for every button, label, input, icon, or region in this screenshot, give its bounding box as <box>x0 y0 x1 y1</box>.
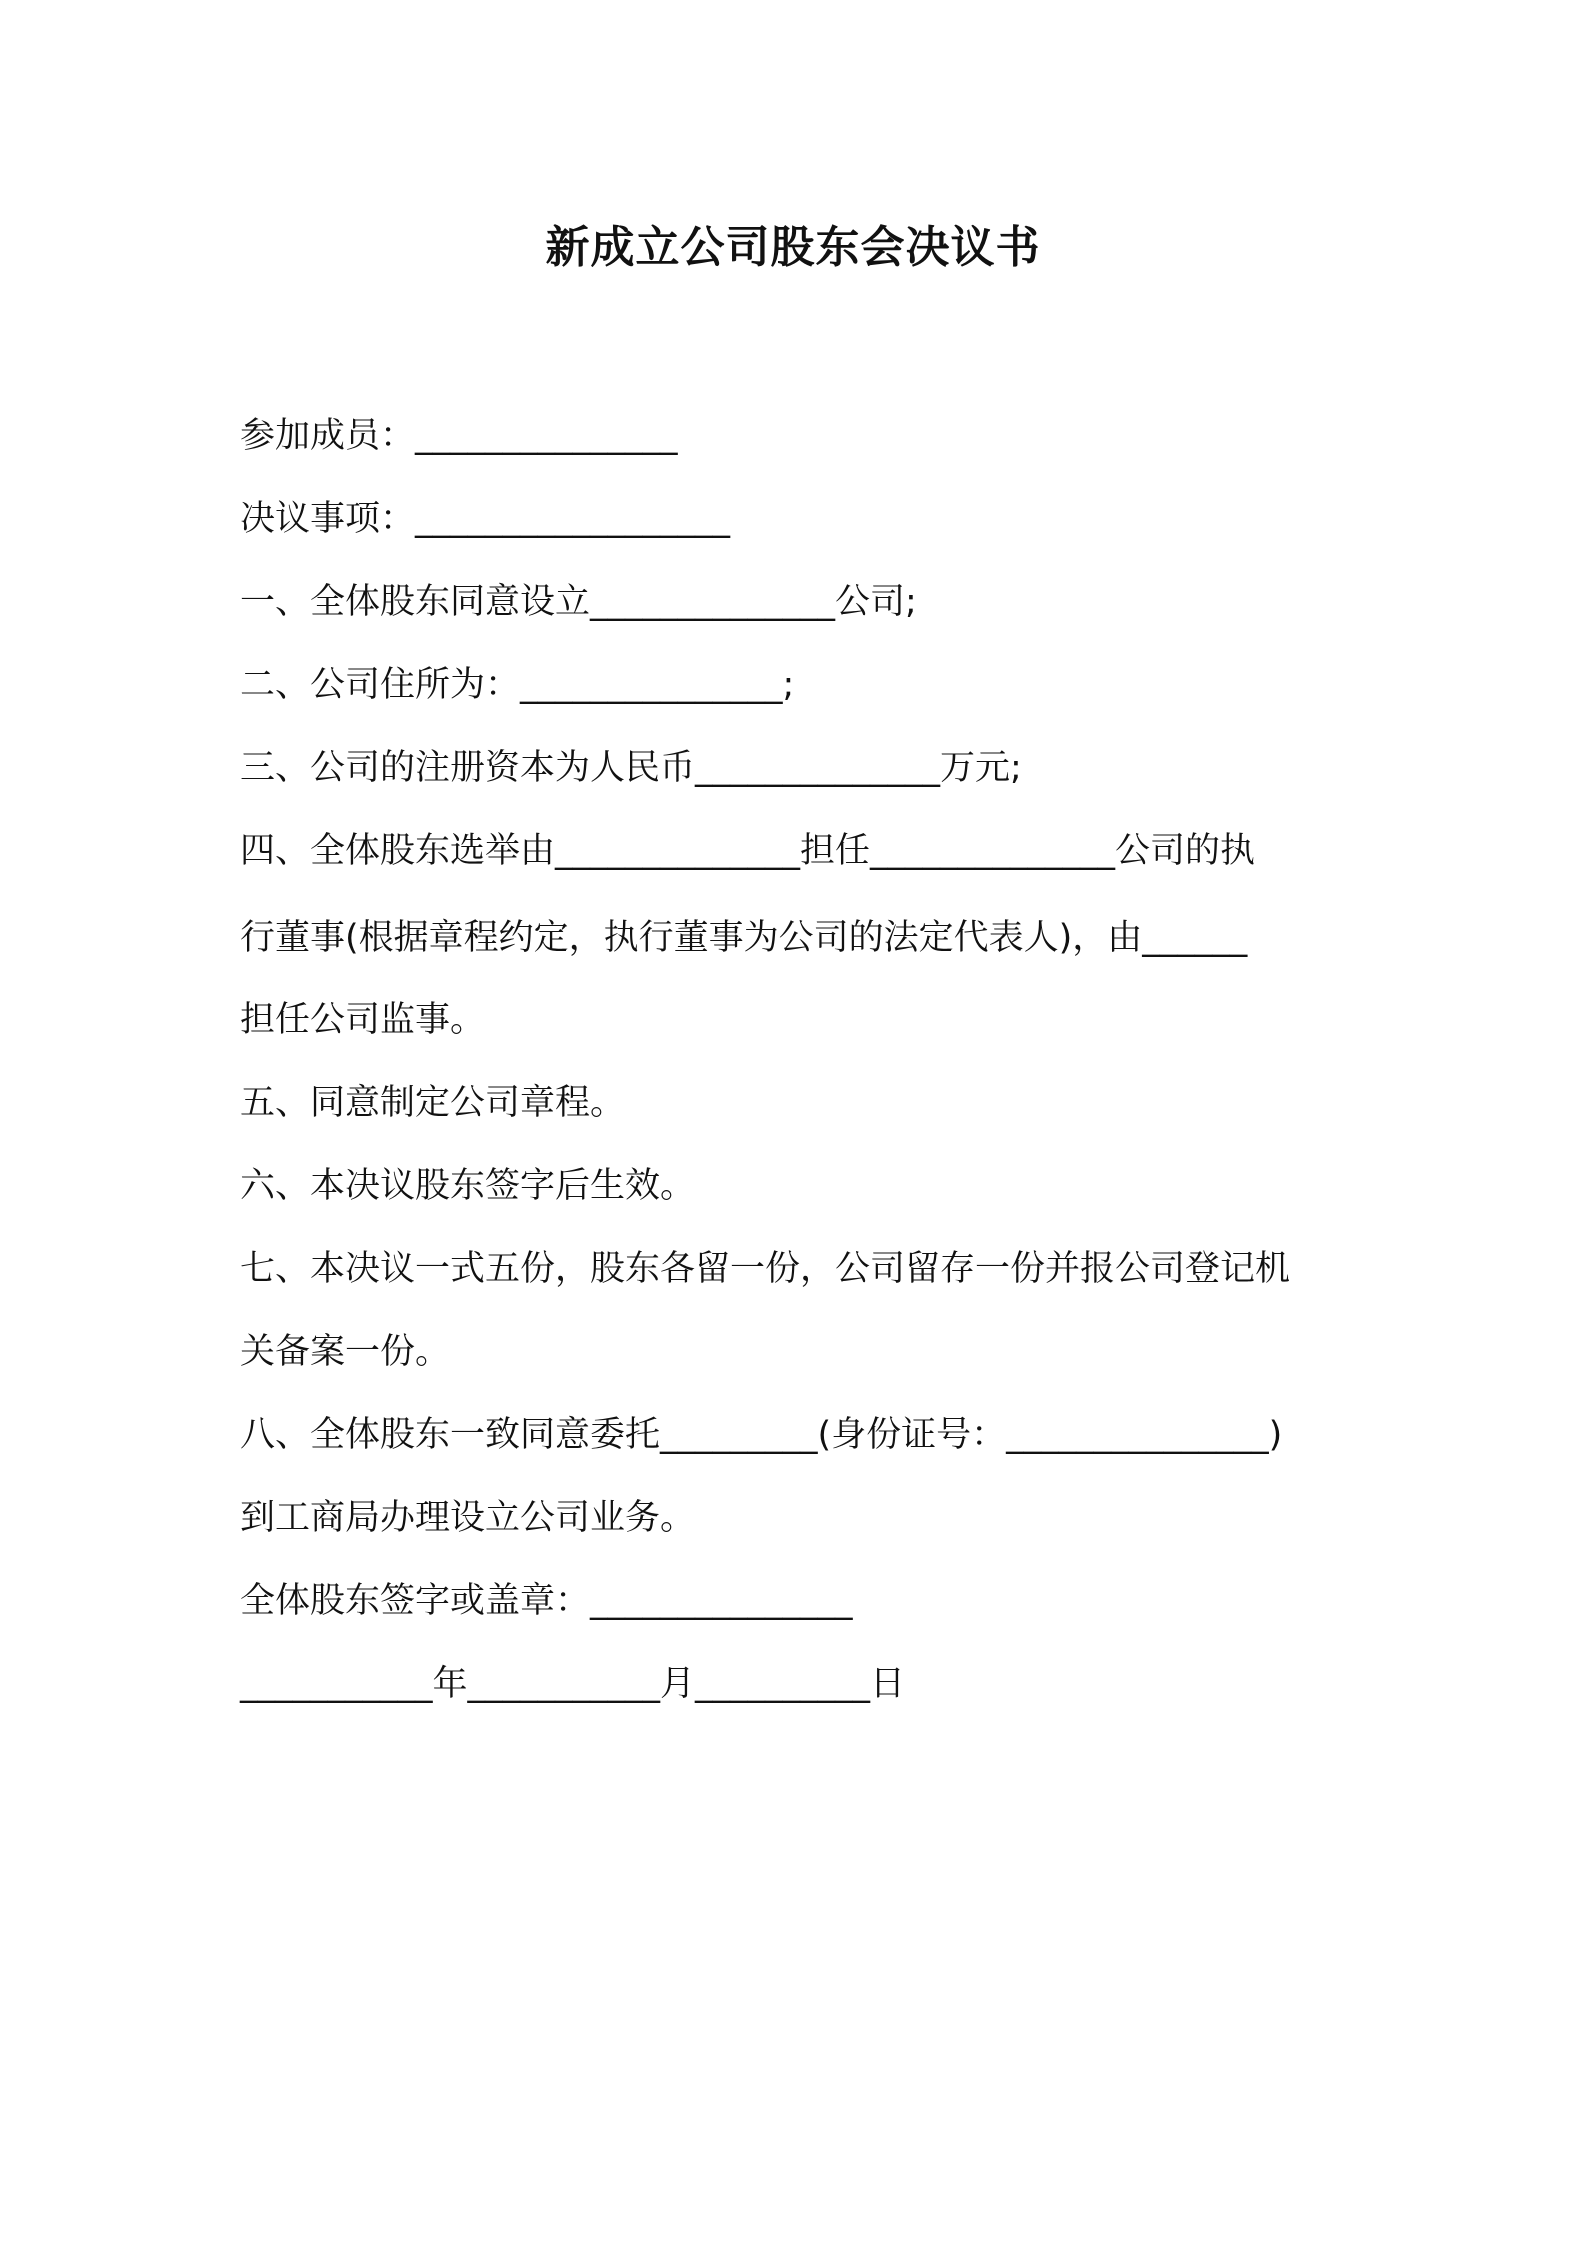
clause-4-line-1: 四、全体股东选举由______________担任______________公司的执 <box>240 831 1256 871</box>
clause-4-line-3: 担任公司监事。 <box>240 1000 486 1040</box>
clause-8-line-2: 到工商局办理设立公司业务。 <box>240 1498 696 1538</box>
clause-6: 六、本决议股东签字后生效。 <box>240 1166 696 1206</box>
signature-line: 全体股东签字或盖章：_______________ <box>240 1581 853 1621</box>
document-title: 新成立公司股东会决议书 <box>545 222 1041 273</box>
clause-8-line-1: 八、全体股东一致同意委托_________(身份证号：_______________) <box>240 1415 1283 1455</box>
resolution-matters-line: 决议事项：__________________ <box>240 499 731 539</box>
clause-7-line-1: 七、本决议一式五份，股东各留一份，公司留存一份并报公司登记机 <box>240 1249 1291 1289</box>
date-line: ___________年___________月__________日 <box>240 1664 906 1704</box>
participants-line: 参加成员：_______________ <box>240 416 678 456</box>
clause-4-line-2: 行董事(根据章程约定，执行董事为公司的法定代表人)，由______ <box>240 918 1248 958</box>
clause-3: 三、公司的注册资本为人民币______________万元; <box>240 748 1022 788</box>
clause-1: 一、全体股东同意设立______________公司; <box>240 582 917 622</box>
clause-7-line-2: 关备案一份。 <box>240 1332 451 1372</box>
clause-5: 五、同意制定公司章程。 <box>240 1083 626 1123</box>
clause-2: 二、公司住所为：_______________; <box>240 665 795 705</box>
